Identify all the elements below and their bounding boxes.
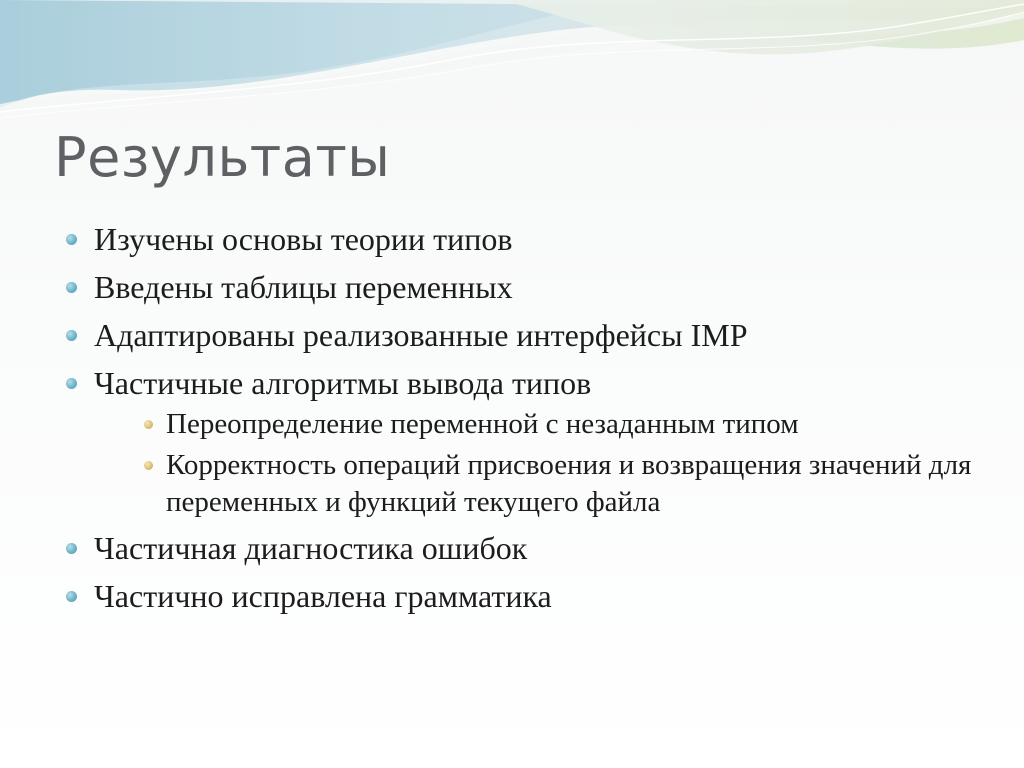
bullet-list xyxy=(62,218,982,617)
dot-icon xyxy=(66,591,77,602)
bullet-text: Изучены основы теории типов xyxy=(94,221,513,257)
bullet-item xyxy=(62,575,982,617)
bullet-text: Частичная диагностика ошибок xyxy=(94,530,528,566)
wave-decoration xyxy=(0,0,1024,130)
sub-bullet-list xyxy=(94,406,982,521)
sub-bullet-item xyxy=(138,406,982,443)
dot-icon xyxy=(144,420,153,429)
slide-content xyxy=(62,218,982,623)
dot-icon xyxy=(66,234,77,245)
bullet-item xyxy=(62,266,982,308)
dot-icon xyxy=(66,282,77,293)
dot-icon xyxy=(66,378,77,389)
bullet-item xyxy=(62,362,982,521)
bullet-item xyxy=(62,314,982,356)
dot-icon xyxy=(66,330,77,341)
bullet-text: Частично исправлена грамматика xyxy=(94,578,552,614)
bullet-item xyxy=(62,527,982,569)
slide-title: Результаты xyxy=(54,126,391,189)
dot-icon xyxy=(66,543,77,554)
sub-bullet-text: Переопределение переменной с незаданным типом xyxy=(166,408,799,440)
bullet-text: Введены таблицы переменных xyxy=(94,269,513,305)
bullet-item xyxy=(62,218,982,260)
sub-bullet-text: Корректность операций присвоения и возвращения значений для переменных и функций текущего файла xyxy=(166,449,972,518)
bullet-text: Частичные алгоритмы вывода типов xyxy=(94,365,592,401)
dot-icon xyxy=(144,461,153,470)
sub-bullet-item xyxy=(138,447,982,521)
bullet-text: Адаптированы реализованные интерфейсы IMP xyxy=(94,317,748,353)
